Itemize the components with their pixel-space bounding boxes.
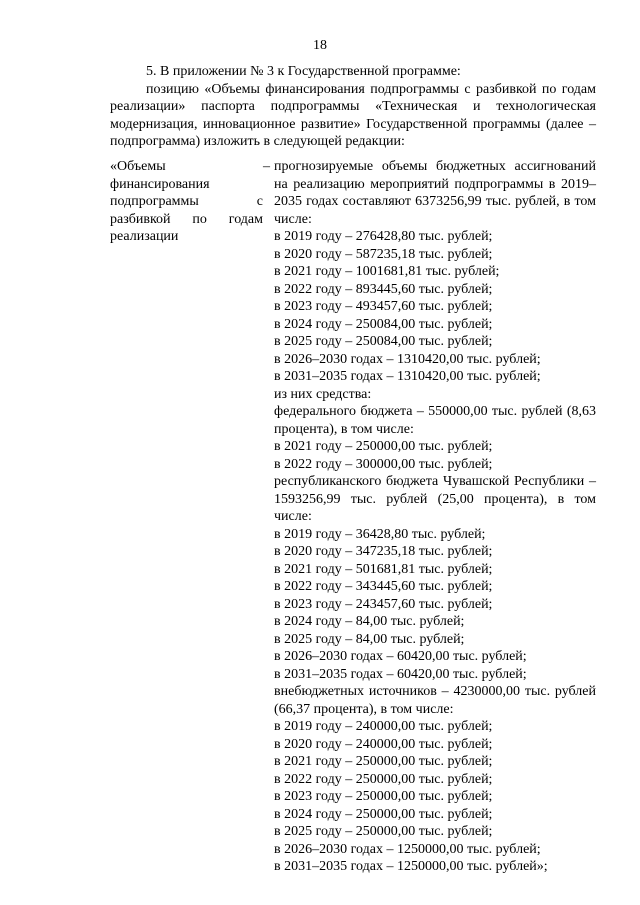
year-line: в 2031–2035 годах – 1250000,00 тыс. рублей»; — [274, 859, 548, 874]
year-line: в 2031–2035 годах – 60420,00 тыс. рублей; — [274, 666, 527, 682]
year-line: в 2021 году – 1001681,81 тыс. рублей; — [274, 264, 500, 279]
year-line: в 2019 году – 36428,80 тыс. рублей; — [274, 526, 486, 542]
year-line: в 2026–2030 годах – 1310420,00 тыс. рублей; — [274, 351, 541, 367]
year-line: в 2025 году – 250000,00 тыс. рублей; — [274, 824, 493, 839]
year-line: в 2024 году – 250000,00 тыс. рублей; — [274, 806, 493, 822]
summary-text: прогнозируемые объемы бюджетных ассигнований на реализацию мероприятий подпрограммы в 2019–2035 годах составляют 6373256,99 тыс. рублей, в том числе: — [274, 159, 596, 227]
year-line: в 2024 году – 250084,00 тыс. рублей; — [274, 316, 493, 332]
item-line: 5. В приложении № 3 к Государственной программе: — [146, 64, 461, 79]
intro-block — [110, 63, 596, 151]
republic-summary: республиканского бюджета Чувашской Республики – 1593256,99 тыс. рублей (25,00 процента), в том числе: — [274, 474, 596, 524]
federal-summary: федерального бюджета – 550000,00 тыс. рублей (8,63 процента), в том числе: — [274, 404, 596, 437]
year-line: в 2020 году – 347235,18 тыс. рублей; — [274, 544, 493, 559]
year-line: в 2024 году – 84,00 тыс. рублей; — [274, 614, 465, 629]
label-dash: – — [263, 159, 270, 174]
year-line: в 2021 году – 250000,00 тыс. рублей; — [274, 754, 493, 769]
year-line: в 2022 году – 300000,00 тыс. рублей; — [274, 456, 493, 472]
row-content — [274, 158, 596, 876]
year-line: в 2025 году – 250084,00 тыс. рублей; — [274, 334, 493, 349]
total-years-list — [274, 228, 596, 386]
federal-years-list — [274, 438, 596, 473]
year-line: в 2026–2030 годах – 1250000,00 тыс. рублей; — [274, 841, 541, 857]
year-line: в 2019 году – 276428,80 тыс. рублей; — [274, 229, 493, 244]
row-label: «Объемы финансирования подпрограммы с разбивкой по годам реализации — [110, 159, 263, 244]
page-number: 18 — [313, 38, 327, 53]
year-line: в 2022 году – 343445,60 тыс. рублей; — [274, 579, 493, 594]
extrabudget-years-list — [274, 718, 596, 876]
year-line: в 2022 году – 250000,00 тыс. рублей; — [274, 771, 493, 787]
republic-years-list — [274, 526, 596, 684]
of-them-text: из них средства: — [274, 386, 372, 402]
year-line: в 2019 году – 240000,00 тыс. рублей; — [274, 719, 493, 734]
year-line: в 2021 году – 250000,00 тыс. рублей; — [274, 439, 493, 454]
year-line: в 2021 году – 501681,81 тыс. рублей; — [274, 561, 493, 577]
year-line: в 2031–2035 годах – 1310420,00 тыс. рублей; — [274, 369, 541, 384]
year-line: в 2020 году – 240000,00 тыс. рублей; — [274, 736, 493, 752]
extrabudget-summary: внебюджетных источников – 4230000,00 тыс. рублей (66,37 процента), в том числе: — [274, 684, 596, 717]
year-line: в 2023 году – 250000,00 тыс. рублей; — [274, 789, 493, 804]
year-line: в 2023 году – 243457,60 тыс. рублей; — [274, 596, 493, 612]
year-line: в 2026–2030 годах – 60420,00 тыс. рублей; — [274, 649, 527, 664]
year-line: в 2022 году – 893445,60 тыс. рублей; — [274, 281, 493, 297]
year-line: в 2023 году – 493457,60 тыс. рублей; — [274, 299, 493, 314]
year-line: в 2020 году – 587235,18 тыс. рублей; — [274, 246, 493, 262]
intro-paragraph: позицию «Объемы финансирования подпрограммы с разбивкой по годам реализации» паспорта подпрограммы «Техническая и технологическая модернизация, инновационное развитие» Государственной программы (далее – подпрограмма) изложить в следующей редакции: — [110, 81, 596, 149]
year-line: в 2025 году – 84,00 тыс. рублей; — [274, 631, 465, 647]
